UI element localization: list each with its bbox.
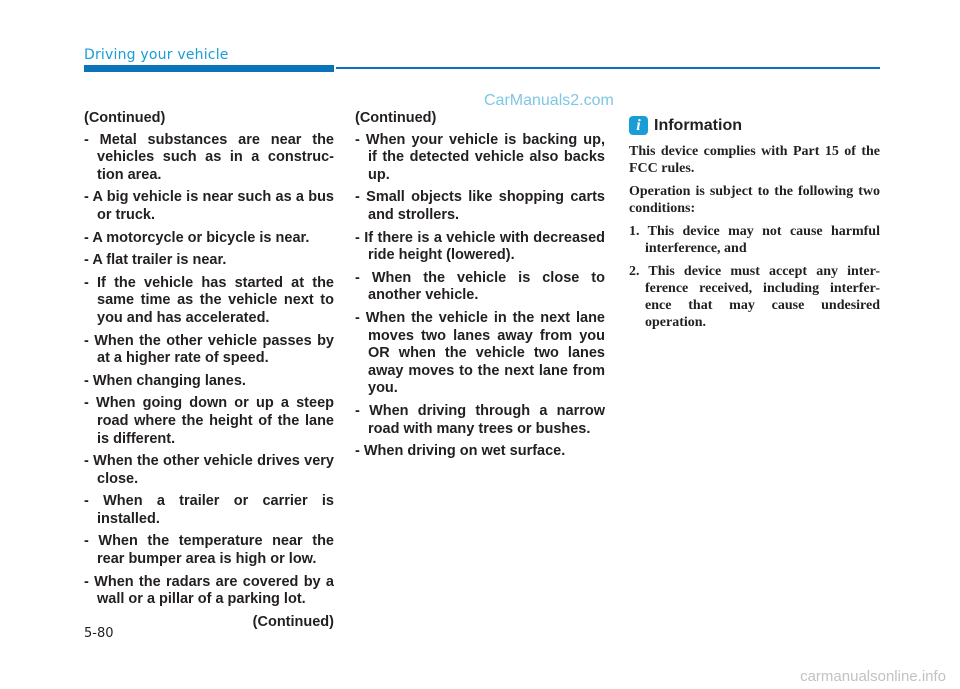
info-paragraph: Operation is subject to the following two conditions: — [629, 184, 880, 216]
list-item: - A flat trailer is near. — [84, 252, 227, 269]
column-left — [84, 110, 334, 636]
header-rule-thick — [84, 65, 334, 72]
list-item: - When the vehicle in the next lane moves two lanes away from you OR when the vehicle two lanes away moves to the next lane from you. — [355, 309, 605, 397]
list-item: - When the vehicle is close to another vehicle. — [355, 269, 605, 304]
list-item: - If the vehicle has started at the same time as the vehicle next to you and has accelerated. — [84, 274, 334, 326]
list-item: - When going down or up a steep road where the height of the lane is different. — [84, 395, 334, 447]
list-item: - When your vehicle is backing up, if the detected vehicle also backs up. — [355, 131, 605, 183]
watermark-bottom: carmanualsonline.info — [800, 668, 946, 685]
section-title: Driving your vehicle — [84, 47, 229, 63]
watermark-top: CarManuals2.com — [484, 92, 614, 109]
list-item: - When a trailer or carrier is installed. — [84, 493, 334, 527]
continued-heading: (Continued) — [84, 110, 166, 126]
list-item: - When the other vehicle passes by at a higher rate of speed. — [84, 332, 334, 367]
list-item: - When changing lanes. — [84, 372, 246, 389]
header-rule-thin — [336, 67, 880, 69]
list-item: - A big vehicle is near such as a bus or truck. — [84, 189, 334, 223]
list-item: - When driving through a narrow road with many trees or bushes. — [355, 402, 605, 437]
list-item: - A motorcycle or bicycle is near. — [84, 229, 310, 246]
info-condition: 1. This device may not cause harmful interference, and — [629, 224, 880, 256]
list-item: - When the other vehicle drives very close. — [84, 453, 334, 487]
list-item: - Small objects like shopping carts and strollers. — [355, 189, 605, 223]
list-item: - When the radars are covered by a wall or a pillar of a parking lot. — [84, 573, 334, 608]
list-item: - When driving on wet surface. — [355, 443, 566, 460]
info-paragraph: This device complies with Part 15 of the FCC rules. — [629, 144, 880, 176]
information-header — [629, 116, 880, 135]
list-item: - If there is a vehicle with decreased ride height (lowered). — [355, 229, 605, 264]
info-icon: i — [629, 116, 648, 135]
information-title: Information — [654, 117, 742, 134]
continued-heading: (Continued) — [355, 110, 437, 126]
column-middle — [355, 110, 605, 466]
list-item: - Metal substances are near the vehicles such as in a construc-tion area. — [84, 131, 334, 183]
information-box — [629, 116, 880, 337]
info-condition: 2. This device must accept any inter-ference received, including interfer-ence that may cause undesired operation. — [629, 264, 880, 330]
continued-footer: (Continued) — [252, 613, 334, 630]
list-item: - When the temperature near the rear bumper area is high or low. — [84, 533, 334, 568]
page-number: 5-80 — [84, 626, 114, 641]
